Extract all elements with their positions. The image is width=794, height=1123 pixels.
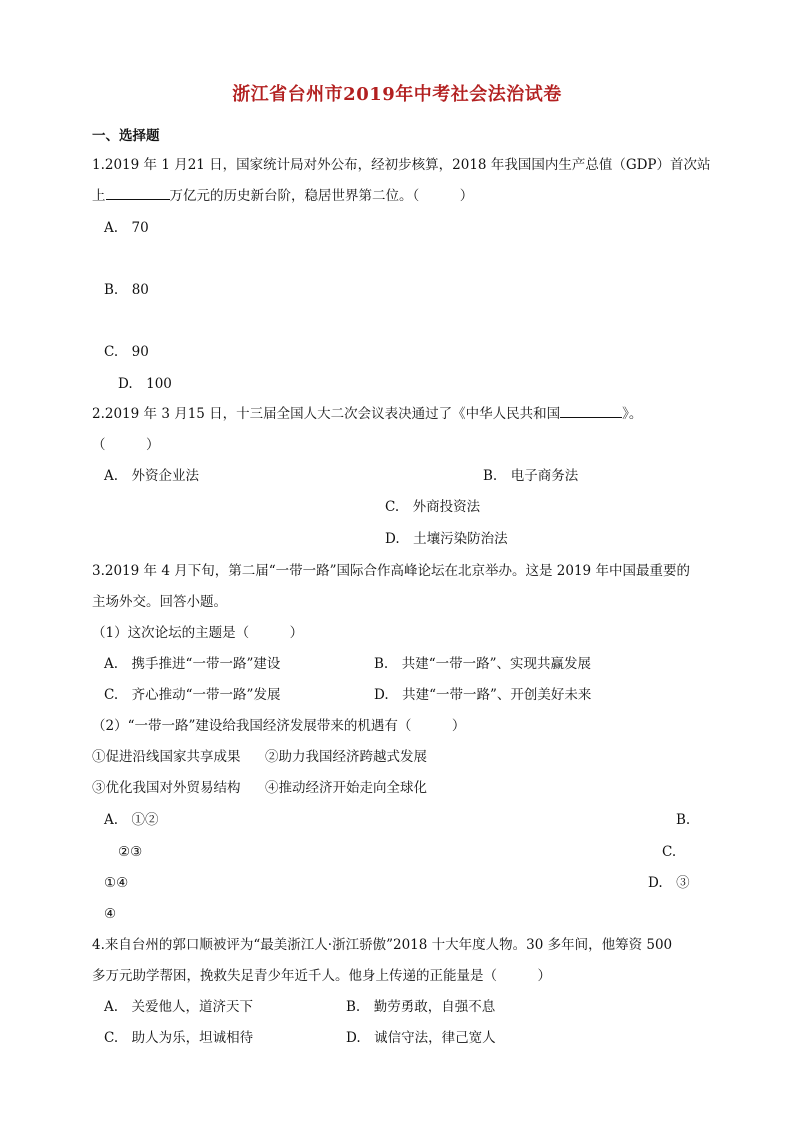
q3-item-3: ③优化我国对外贸易结构 [92,780,241,796]
q3-sub2-option-b-label: B. [676,812,691,828]
q3-item-2: ②助力我国经济跨越式发展 [265,749,427,765]
q1-option-b: B. 80 [104,282,149,298]
q2-option-d: D. 土壤污染防治法 [385,531,508,547]
q3-sub2-option-d-value: ④ [104,906,117,922]
q2-stem-post: 》。 [622,406,643,422]
q3-sub1-option-c: C. 齐心推动“一带一路”发展 [104,687,281,703]
q3-sub2-option-c-label: C. [662,844,677,860]
q4-stem-line1: 4.来自台州的郭口顺被评为“最美浙江人·浙江骄傲”2018 十大年度人物。30 多年间，他筹资 500 [92,937,673,953]
q3-stem-line1: 3.2019 年 4 月下旬，第二届“一带一路”国际合作高峰论坛在北京举办。这是 2019 年中国最重要的 [92,563,690,579]
q3-sub2-stem: （2）“一带一路”建设给我国经济发展带来的机遇有（ ） [92,718,466,734]
q3-sub2-option-d-label: D. ③ [648,875,690,891]
q1-option-d: D. 100 [118,376,172,392]
q2-option-b: B. 电子商务法 [483,468,579,484]
q1-option-a: A. 70 [104,220,149,236]
q3-stem-line2: 主场外交。回答小题。 [92,594,227,610]
q3-sub2-option-a: A. ①② [104,812,159,828]
q3-sub1-stem: （1）这次论坛的主题是（ ） [92,625,304,641]
q4-option-b: B. 勤劳勇敢，自强不息 [346,999,496,1015]
q3-sub2-option-c-value: ①④ [104,875,129,891]
q3-sub2-option-b-value: ②③ [118,844,143,860]
q2-stem-line1 [92,405,642,423]
q1-stem-post: 万亿元的历史新台阶，稳居世界第二位。（ ） [169,188,474,204]
q2-stem-pre: 2.2019 年 3 月15 日，十三届全国人大二次会议表决通过了《中华人民共和国 [92,406,561,422]
q1-option-c: C. 90 [104,344,149,360]
q1-stem-line1: 1.2019 年 1 月21 日，国家统计局对外公布，经初步核算，2018 年我国国内生产总值（GDP）首次站 [92,157,711,173]
q4-option-d: D. 诚信守法，律己宽人 [346,1030,496,1046]
q4-stem-line2: 多万元助学帮困，挽救失足青少年近千人。他身上传递的正能量是（ ） [92,968,551,984]
page-title: 浙江省台州市2019年中考社会法治试卷 [232,84,562,105]
q4-option-a: A. 关爱他人，道济天下 [104,999,254,1015]
q3-item-4: ④推动经济开始走向全球化 [265,780,427,796]
q2-stem-line2: （ ） [92,437,160,453]
q1-stem-line2 [92,187,473,205]
q2-option-a: A. 外资企业法 [104,468,200,484]
q3-sub1-option-d: D. 共建“一带一路”、开创美好未来 [374,687,592,703]
q3-sub1-option-a: A. 携手推进“一带一路”建设 [104,656,281,672]
q1-stem-pre: 上 [92,188,106,204]
section-heading: 一、选择题 [92,128,160,144]
q4-option-c: C. 助人为乐，坦诚相待 [104,1030,254,1046]
q3-item-1: ①促进沿线国家共享成果 [92,749,241,765]
q2-answer-blank [560,405,622,418]
q2-option-c: C. 外商投资法 [385,499,481,515]
q1-answer-blank [106,187,170,200]
q3-sub1-option-b: B. 共建“一带一路”、实现共赢发展 [374,656,592,672]
